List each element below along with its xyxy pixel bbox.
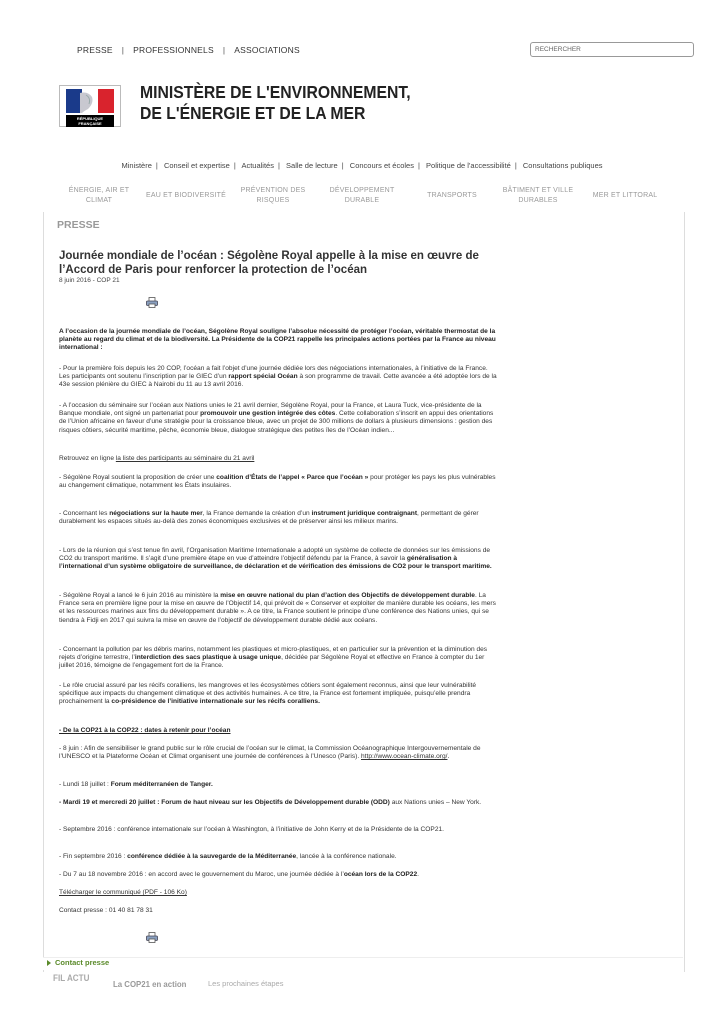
text-bold: mise en œuvre national du plan d’action des Objectifs de développement durable xyxy=(220,592,475,599)
ministry-title[interactable] xyxy=(140,82,411,124)
nav-label: DURABLES xyxy=(518,197,558,204)
nav-label: BÂTIMENT ET VILLE xyxy=(502,187,574,194)
text: - A l’occasion du séminaire sur l’océan aux Nations unies le 21 avril dernier, Ségolène Royal, pour la France, et Laura Tuck, vice-présidente de la Banque mondiale, ont signé un partenariat pour xyxy=(59,402,482,418)
text: - Concernant les xyxy=(59,510,110,517)
text: à son programme de travail. Cette avancée a été adoptée lors de la 43e session plénière du GIEC à Nairobi du 11 au 13 avril 2016. xyxy=(59,373,497,389)
intro-text: A l’occasion de la journée mondiale de l’océan, Ségolène Royal souligne l’absolue nécessité de protéger l’océan, véritable thermostat de la planète au regard du climat et de la biodiversité. La Présidente de la COP21 rappelle les principales actions portées par la France au niveau international : xyxy=(59,328,496,352)
ministry-line-1: MINISTÈRE DE L'ENVIRONNEMENT, xyxy=(140,82,411,102)
text-bold: négociations sur la haute mer xyxy=(109,510,203,517)
article-paragraph xyxy=(59,474,499,490)
text-bold: conférence dédiée à la sauvegarde de la Méditerranée xyxy=(127,853,297,860)
ministry-line-2: DE L'ÉNERGIE ET DE LA MER xyxy=(140,103,366,123)
nav-mer-littoral[interactable] xyxy=(588,191,662,201)
participants-link[interactable]: la liste des participants au séminaire du 21 avril xyxy=(115,455,255,462)
separator: | xyxy=(277,161,280,170)
print-icon[interactable] xyxy=(146,297,158,308)
search-placeholder: RECHERCHER xyxy=(535,46,581,53)
article-intro xyxy=(59,328,499,353)
nav-label: DURABLE xyxy=(344,197,380,204)
article-date: 8 juin 2016 - COP 21 xyxy=(59,277,120,284)
article-paragraph xyxy=(59,646,499,671)
nav-prevention-risques[interactable] xyxy=(236,186,310,206)
nav-label: CLIMAT xyxy=(85,197,113,204)
marianne-flag-icon xyxy=(66,89,114,113)
separator: | xyxy=(155,161,158,170)
nav-accessibilite[interactable]: Politique de l'accessibilité xyxy=(426,161,511,170)
text-bold: - Mardi 19 et mercredi 20 juillet : Forum de haut niveau sur les Objectifs de Développement durable (ODD) xyxy=(59,799,390,806)
section-heading: PRESSE xyxy=(57,219,100,231)
text-bold: coalition d’États de l’appel « Parce que l’océan » xyxy=(216,474,369,481)
text-bold: instrument juridique contraignant xyxy=(311,510,418,517)
date-item xyxy=(59,745,499,761)
text: - Septembre 2016 : conférence internationale sur l’océan à Washington, à l’initiative de John Kerry et de la Présidente de la COP21. xyxy=(59,826,444,833)
print-icon[interactable] xyxy=(146,932,158,943)
nav-batiment-ville[interactable] xyxy=(498,186,578,206)
text-bold: Forum méditerranéen de Tanger. xyxy=(110,781,213,788)
download-link[interactable]: Télécharger le communiqué (PDF - 106 Ko) xyxy=(59,889,187,896)
nav-energie-climat[interactable] xyxy=(62,186,136,206)
date-item xyxy=(59,799,499,807)
top-links xyxy=(77,45,300,55)
article-paragraph xyxy=(59,455,499,463)
text: - Pour la première fois depuis les 20 COP, l’océan a fait l’objet d’une journée dédiée lors des négociations internationales, à l’initiative de la France. Les participants ont soutenu l’inscription par le GIEC d’un xyxy=(59,365,488,381)
text: - Le rôle crucial assuré par les récifs coralliens, les mangroves et les écosystèmes côtiers sont également reconnus, ainsi que leur vulnérabilité spécifique aux impacts du changement climatique et des activités humaines. A ce titre, la France est fortement impliquée, puisqu’elle prendra prochainement la xyxy=(59,682,477,706)
text: . Cette collaboration s’inscrit en appui des orientations de l’Union africaine en faveur d’une stratégie pour la croissance bleue, avec un projet de 300 millions de dollars à plusieurs dimensions : gestion des risques côtiers, sécurité maritime, pêche, économie bleue, dialogue stratégique des petites îles de l’Océan indien... xyxy=(59,410,494,434)
nav-label: EAU ET BIODIVERSITÉ xyxy=(146,192,226,199)
article-paragraph xyxy=(59,592,499,625)
fil-actu-heading: FIL ACTU xyxy=(53,973,90,983)
nav-label: MER ET LITTORAL xyxy=(592,192,658,199)
arrow-right-icon xyxy=(47,960,51,966)
contact-line: Contact presse : 01 40 81 78 31 xyxy=(59,907,153,914)
text: , décidée par Ségolène Royal et effective en France à compter du 1er juillet 2016, témoigne de l’engagement fort de la France. xyxy=(59,654,485,670)
nav-label: DÉVELOPPEMENT xyxy=(329,187,395,194)
text: - Ségolène Royal a lancé le 6 juin 2016 au ministère la xyxy=(59,592,221,599)
text: , la France demande la création d’un xyxy=(202,510,312,517)
text: Retrouvez en ligne xyxy=(59,455,116,462)
nav-label: PRÉVENTION DES xyxy=(240,187,306,194)
text: . La France sera en première ligne pour la mise en œuvre de l’Objectif 14, qui prévoit de « Conserver et exploiter de manière durable les océans, les mers et les ressources marines aux fins du développement durable ». A ce titre, la France soutient le principe d’une conférence des Nations unies, qui se tiendra à Fidji en 2017 qui suivra la mise en œuvre de l’objectif de développement durable dédié aux océans. xyxy=(59,592,496,624)
text: - Du 7 au 18 novembre 2016 : en accord avec le gouvernement du Maroc, une journée dédiée à l’ xyxy=(59,871,344,878)
text: pour protéger les pays les plus vulnérables au changement climatique, notamment les États insulaires. xyxy=(59,474,496,490)
text: aux Nations unies – New York. xyxy=(389,799,482,806)
text: - Fin septembre 2016 : xyxy=(59,853,128,860)
nav-concours-ecoles[interactable]: Concours et écoles xyxy=(349,161,414,170)
download-row xyxy=(59,889,499,897)
nav-consultations[interactable]: Consultations publiques xyxy=(522,161,603,170)
article-paragraph xyxy=(59,402,499,435)
separator: | xyxy=(341,161,344,170)
logo-text: RÉPUBLIQUE FRANÇAISE xyxy=(66,115,114,127)
separator: | xyxy=(514,161,517,170)
nav-transports[interactable] xyxy=(418,191,486,201)
text-bold: interdiction des sacs plastique à usage unique xyxy=(134,654,282,662)
nav-conseil-expertise[interactable]: Conseil et expertise xyxy=(163,161,230,170)
article-paragraph xyxy=(59,510,499,526)
text: , lancée à la conférence nationale. xyxy=(296,853,397,860)
republique-francaise-logo[interactable] xyxy=(59,85,121,127)
nav-label: RISQUES xyxy=(256,197,290,204)
ocean-climate-link[interactable]: http://www.ocean-climate.org/ xyxy=(361,753,448,761)
text-bold: rapport spécial Océan xyxy=(228,373,298,381)
text: - Ségolène Royal soutient la proposition de créer une xyxy=(59,474,217,481)
prochaines-etapes-link[interactable]: Les prochaines étapes xyxy=(208,979,284,988)
text: . xyxy=(447,753,450,761)
contact-bar xyxy=(43,957,683,970)
cop21-action-link[interactable]: La COP21 en action xyxy=(113,979,187,989)
article-title: Journée mondiale de l’océan : Ségolène Royal appelle à la mise en œuvre de l’Accord de Paris pour renforcer la protection de l’océan xyxy=(59,250,479,276)
dates-heading-text: - De la COP21 à la COP22 : dates à retenir pour l’océan xyxy=(59,727,231,734)
text-bold: promouvoir une gestion intégrée des côtes xyxy=(200,410,336,418)
separator: | xyxy=(222,45,226,55)
nav-actualites[interactable]: Actualités xyxy=(241,161,274,170)
nav-salle-lecture[interactable]: Salle de lecture xyxy=(286,161,338,170)
nav-label: TRANSPORTS xyxy=(427,192,477,199)
top-link-associations[interactable]: ASSOCIATIONS xyxy=(234,45,300,55)
article-paragraph xyxy=(59,547,499,572)
separator: | xyxy=(121,45,125,55)
search-input[interactable] xyxy=(530,42,694,57)
contact-presse-link[interactable] xyxy=(47,958,109,967)
date-item xyxy=(59,826,499,834)
text: - Concernant la pollution par les débris marins, notamment les plastiques et micro-plastiques, et en particulier sur la prévention et la diminution des rejets d’origine terrestre, l’ xyxy=(59,646,488,662)
nav-label: ÉNERGIE, AIR ET xyxy=(68,187,130,194)
date-item xyxy=(59,871,499,879)
text-bold: océan lors de la COP22 xyxy=(343,871,418,878)
nav-ministere[interactable]: Ministère xyxy=(121,161,152,170)
text: - Lors de la réunion qui s’est tenue fin avril, l’Organisation Maritime Internationale a adopté un système de collecte de données sur les émissions de CO2 du transport maritime. Il s’agit d’une première étape en vue d’atteindre l’objectif défendu par la France, à savoir la xyxy=(59,547,491,563)
contact-presse-label: Contact presse xyxy=(55,958,110,967)
text: - 8 juin : Afin de sensibiliser le grand public sur le rôle crucial de l’océan sur le climat, la Commission Océanographique Intergouvernementale de l’UNESCO et la Plateforme Océan et Climat organisent une journée de conférences à l’Unesco (Paris). xyxy=(59,745,481,761)
top-link-presse[interactable]: PRESSE xyxy=(77,45,113,55)
text: . xyxy=(417,871,419,878)
text-bold: co-présidence de l’initiative internationale sur les récifs coralliens. xyxy=(111,698,320,706)
top-link-professionnels[interactable]: PROFESSIONNELS xyxy=(133,45,214,55)
dates-heading xyxy=(59,727,499,735)
nav-eau-biodiversite[interactable] xyxy=(140,191,232,201)
text-bold: généralisation à l’international d’un système obligatoire de surveillance, de déclaration et de vérification des émissions de CO2 pour le transport maritime. xyxy=(59,555,492,571)
separator: | xyxy=(233,161,236,170)
separator: | xyxy=(417,161,420,170)
article-paragraph xyxy=(59,682,499,707)
date-item xyxy=(59,781,499,789)
text: , permettant de gérer durablement les espaces situés au-delà des zones économiques exclusives et de préserver ainsi les milieux marins. xyxy=(59,510,479,526)
date-item xyxy=(59,853,499,861)
primary-nav xyxy=(0,161,724,170)
article-paragraph xyxy=(59,365,499,390)
nav-developpement-durable[interactable] xyxy=(324,186,400,206)
text: - Lundi 18 juillet : xyxy=(59,781,111,788)
